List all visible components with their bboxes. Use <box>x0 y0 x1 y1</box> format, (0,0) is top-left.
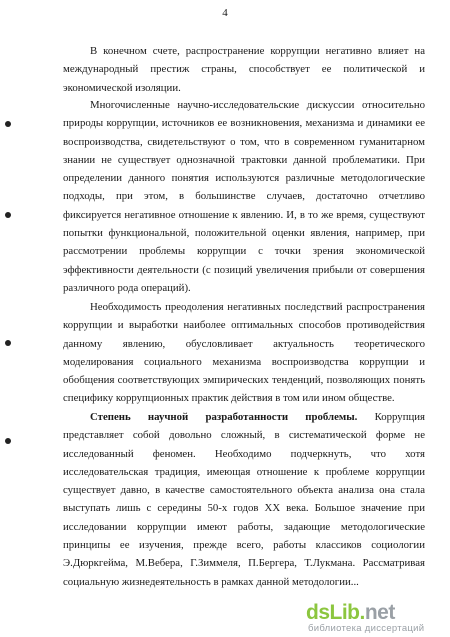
text-line: специфику коррупционных практик действия в том или ином обществе. <box>63 392 395 405</box>
margin-mark <box>5 212 11 218</box>
text-line: коррупции и выработки наиболее оптимальных способов противодействия <box>63 319 425 332</box>
paragraph-4 <box>63 408 425 591</box>
text-line: представляет собой довольно сложный, в систематической форме не <box>63 429 425 442</box>
dslib-watermark <box>306 601 444 635</box>
text-line: Необходимость преодоления негативных последствий распространения <box>90 301 425 313</box>
text-line: исследованный феномен. Необходимо подчеркнуть, что хотя <box>63 447 425 460</box>
text-line: знании не существует однозначной трактовки данной проблематики. При <box>63 153 425 166</box>
text-line: подходы, при этом, в большинстве случаев, достаточно отчетливо <box>63 190 425 203</box>
text-line: рассмотрении проблемы коррупции с точки зрения экономической <box>63 245 425 258</box>
heading-line <box>63 408 425 426</box>
text-line: фиксируется негативное отношение к явлению. И, в то же время, существуют <box>63 208 425 221</box>
logo-tld: net <box>364 601 395 624</box>
text-line: воспроизводства, свидетельствуют о том, что в современном гуманитарном <box>63 135 425 148</box>
margin-mark <box>5 121 11 127</box>
text-line: существует давно, в качестве самостоятельного объекта анализа она стала <box>63 484 425 497</box>
text-line: различного рода операций). <box>63 281 191 294</box>
text-line: В конечном счете, распространение коррупции негативно влияет на <box>90 45 425 57</box>
paragraph-3 <box>63 298 425 408</box>
margin-mark <box>5 438 11 444</box>
page-number: 4 <box>222 7 228 19</box>
text-line: принципы ее изучения, прежде всего, работы классиков социологии <box>63 539 425 552</box>
text-line: эффективности деятельности (с позиций увеличения прибыли от совершения <box>63 263 425 276</box>
paragraph-2 <box>63 96 425 297</box>
text-line: данному явлению, обусловливает актуальность теоретического <box>63 337 425 350</box>
text-line: попытки функциональной, положительной оценки явления, например, при <box>63 227 425 240</box>
text-line: международный престиж страны, способствует ее политической и <box>63 63 425 76</box>
text-line: социальную жизнедеятельность в рамках данной методологии... <box>63 575 359 588</box>
dslib-logo <box>306 601 395 625</box>
text-line: исследовательская традиция, имеющая отношение к проблеме коррупции <box>63 465 425 478</box>
text-line: Многочисленные научно-исследовательские дискуссии относительно <box>90 99 425 111</box>
text-line: природы коррупции, источников ее возникновения, механизма и динамики ее <box>63 117 425 130</box>
logo-dot: . <box>359 601 365 624</box>
text-line: исследовании коррупции имеют работы, задающие методологические <box>63 520 425 533</box>
margin-mark <box>5 340 11 346</box>
logo-main: dsLib <box>306 601 360 624</box>
text-line: экономической изоляции. <box>63 81 181 94</box>
text-line: моделирования социального механизма воспроизводства коррупции и <box>63 355 425 368</box>
paragraph-1 <box>63 42 425 97</box>
heading-tail: Коррупция <box>374 411 425 423</box>
text-line: обобщения соответствующих эмпирических тенденций, позволяющих понять <box>63 374 425 387</box>
text-line: Э.Дюркгейма, М.Вебера, Г.Зиммеля, П.Бергера, Т.Лукмана. Рассматривая <box>63 557 425 570</box>
watermark-subtitle: библиотека диссертаций <box>308 623 425 634</box>
section-heading: Степень научной разработанности проблемы. <box>90 411 358 423</box>
text-line: определении данного понятия используются различные методологические <box>63 172 425 185</box>
text-line: выступать лишь с середины 50-х годов XX века. Большое значение при <box>63 502 425 515</box>
